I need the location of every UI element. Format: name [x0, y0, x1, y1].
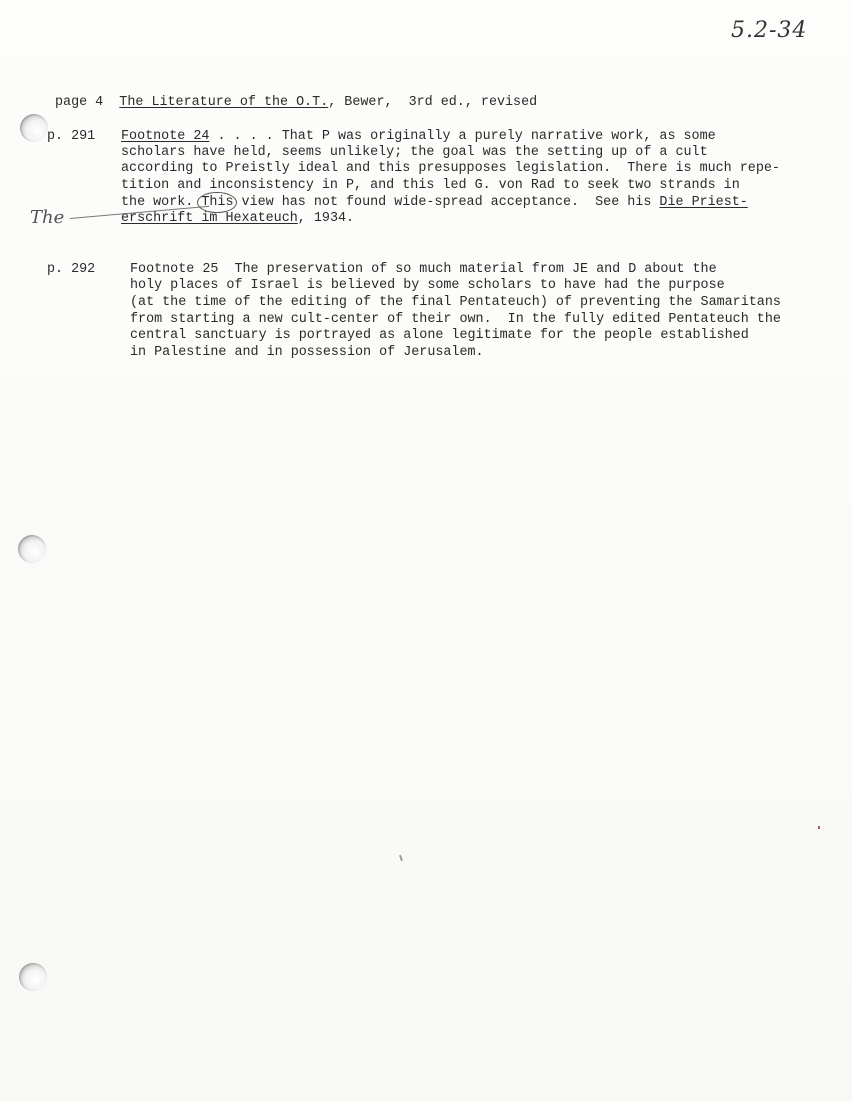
paper-speck-red	[818, 826, 820, 829]
paper-speck	[399, 855, 403, 861]
handwritten-reference-number: 5.2-34	[731, 18, 808, 43]
entry-page-291: p. 291	[47, 129, 96, 144]
entry-292-line-1: Footnote 25 The preservation of so much material from JE and D about the	[130, 262, 717, 277]
entry-292-line-5: central sanctuary is portrayed as alone legitimate for the people established	[130, 328, 749, 343]
binder-hole-bottom	[19, 963, 47, 991]
entry-page-292: p. 292	[47, 262, 96, 277]
entry-292-line-2: holy places of Israel is believed by some scholars to have had the purpose	[130, 278, 725, 293]
binder-hole-middle	[18, 535, 46, 563]
entry-292-line-6: in Palestine and in possession of Jerusalem.	[130, 345, 484, 360]
entry-291-line-3: according to Preistly ideal and this presupposes legislation. There is much repe-	[121, 161, 780, 176]
footnote-25-label: Footnote 25	[130, 262, 219, 277]
entry-291-line-4: tition and inconsistency in P, and this led G. von Rad to seek two strands in	[121, 178, 740, 193]
entry-291-line-6: erschrift im Hexateuch, 1934.	[121, 211, 355, 226]
entry-291-line-2: scholars have held, seems unlikely; the goal was the setting up of a cult	[121, 145, 708, 160]
binder-hole-top	[20, 114, 48, 142]
book-die-priest: Die Priest-	[659, 195, 748, 210]
citation-header	[55, 95, 537, 111]
entry-292-line-3: (at the time of the editing of the final Pentateuch) of preventing the Samaritans	[130, 295, 781, 310]
header-page-label: page 4	[55, 95, 104, 110]
entry-292-line-4: from starting a new cult-center of their own. In the fully edited Pentateuch the	[130, 312, 781, 327]
footnote-24-label: Footnote 24	[121, 129, 210, 144]
handwritten-margin-note: The	[30, 207, 65, 228]
entry-291-line-5: the work. This view has not found wide-spread acceptance. See his Die Priest-	[121, 195, 748, 210]
book-erschrift: erschrift im Hexateuch	[121, 211, 298, 226]
book-title: The Literature of the O.T.	[119, 95, 329, 110]
entry-291-line-1: Footnote 24 . . . . That P was originally a purely narrative work, as some	[121, 129, 716, 144]
circled-word: This	[201, 195, 234, 210]
header-edition: , Bewer, 3rd ed., revised	[328, 95, 538, 110]
